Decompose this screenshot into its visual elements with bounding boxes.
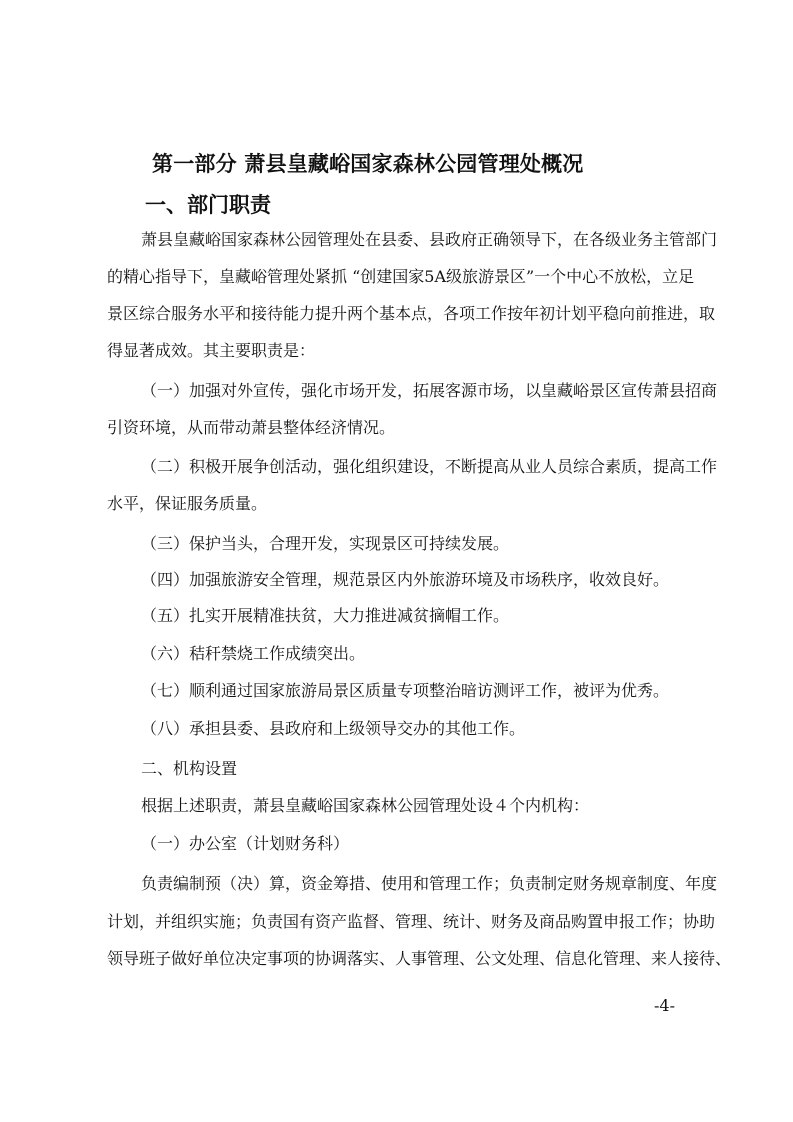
- paragraph-line: 根据上述职责，萧县皇藏峪国家森林公园管理处设４个内机构：: [141, 796, 590, 815]
- duty-item: （一）加强对外宣传，强化市场开发，拓展客源市场，以皇藏峪景区宣传萧县招商: [141, 381, 718, 400]
- paragraph-line: 景区综合服务水平和接待能力提升两个基本点，各项工作按年初计划平稳向前推进，取: [107, 304, 716, 323]
- duty-item: （八）承担县委、县政府和上级领导交办的其他工作。: [141, 719, 526, 738]
- page-title: 第一部分 萧县皇藏峪国家森林公园管理处概况: [152, 152, 584, 176]
- page-number: -4-: [654, 996, 675, 1015]
- duty-item: （四）加强旅游安全管理，规范景区内外旅游环境及市场秩序，收效良好。: [141, 570, 670, 589]
- paragraph-line: 的精心指导下，皇藏峪管理处紧抓 “创建国家5A级旅游景区”一个中心不放松，立足: [107, 267, 695, 286]
- paragraph-line: 萧县皇藏峪国家森林公园管理处在县委、县政府正确领导下，在各级业务主管部门: [141, 230, 718, 249]
- duty-item: 水平，保证服务质量。: [107, 494, 268, 513]
- paragraph-line: 得显著成效。其主要职责是：: [107, 341, 316, 360]
- duty-item: （五）扎实开展精准扶贫，大力推进减贫摘帽工作。: [141, 606, 510, 625]
- paragraph-line: 计划，并组织实施；负责国有资产监督、管理、统计、财务及商品购置申报工作；协助: [107, 912, 716, 931]
- duty-item: （三）保护当头，合理开发，实现景区可持续发展。: [141, 534, 510, 553]
- duty-item: （六）秸秆禁烧工作成绩突出。: [141, 644, 366, 663]
- unit-title: （一）办公室（计划财务科）: [141, 834, 350, 853]
- duty-item: （七）顺利通过国家旅游局景区质量专项整治暗访测评工作，被评为优秀。: [141, 681, 670, 700]
- section-heading-duties: 一、部门职责: [145, 193, 271, 217]
- duty-item: （二）积极开展争创活动，强化组织建设，不断提高从业人员综合素质，提高工作: [141, 457, 718, 476]
- paragraph-line: 领导班子做好单位决定事项的协调落实、人事管理、公文处理、信息化管理、来人接待、: [107, 949, 732, 968]
- duty-item: 引资环境，从而带动萧县整体经济情况。: [107, 418, 396, 437]
- paragraph-line: 负责编制预（决）算，资金筹措、使用和管理工作；负责制定财务规章制度、年度: [141, 874, 718, 893]
- section-heading-organization: 二、机构设置: [141, 759, 238, 778]
